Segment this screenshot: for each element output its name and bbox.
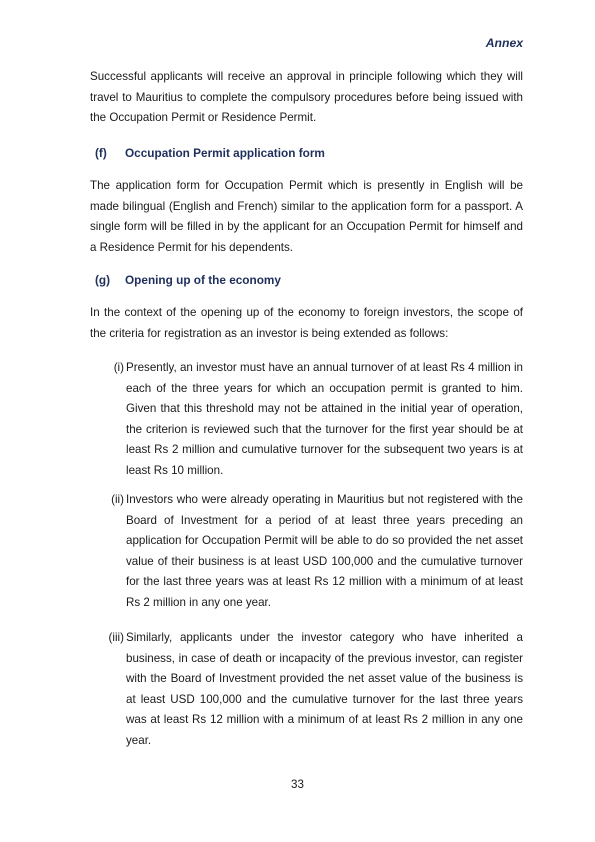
section-title: Occupation Permit application form: [125, 146, 325, 160]
list-item-text: Similarly, applicants under the investor category who have inherited a business, in case of death or incapacity of the previous investor, can register with the Board of Investment provided the net asset value of the business is at least USD 100,000 and the cumulative turnover for the last three years was at least Rs 12 million with a minimum of at least Rs 2 million in any one year.: [126, 631, 523, 747]
list-item: [96, 490, 523, 614]
opening-context-paragraph: In the context of the opening up of the economy to foreign investors, the scope of the criteria for registration as an investor is being extended as follows:: [90, 306, 523, 340]
page-number: 33: [291, 778, 304, 791]
section-title: Opening up of the economy: [125, 273, 281, 287]
list-item-number: (ii): [111, 493, 124, 506]
list-item-number: (i): [113, 361, 124, 374]
section-number: (f): [95, 146, 107, 160]
section-heading-g: [95, 273, 281, 287]
list-item: [96, 358, 523, 482]
annex-header: Annex: [485, 36, 523, 50]
list-item-text: Presently, an investor must have an annual turnover of at least Rs 4 million in each of the three years for which an occupation permit is granted to him. Given that this threshold may not be attained in the initial year of operation, the criterion is reviewed such that the turnover for the first year should be at least Rs 2 million and cumulative turnover for the subsequent two years is at least Rs 10 million.: [126, 361, 523, 477]
list-item: [96, 628, 523, 752]
application-form-paragraph: The application form for Occupation Permit which is presently in English will be made bilingual (English and French) similar to the application form for a passport. A single form will be filled in by the applicant for an Occupation Permit for himself and a Residence Permit for his dependents.: [90, 179, 523, 254]
list-item-text: Investors who were already operating in Mauritius but not registered with the Board of Investment for a period of at least three years preceding an application for Occupation Permit will be able to do so provided the net asset value of their business is at least USD 100,000 and the cumulative turnover for the last three years was at least Rs 12 million with a minimum of at least Rs 2 million in any one year.: [126, 493, 523, 609]
intro-paragraph: Successful applicants will receive an approval in principle following which they will travel to Mauritius to complete the compulsory procedures before being issued with the Occupation Permit or Residence Permit.: [90, 70, 523, 125]
section-number: (g): [95, 273, 111, 287]
list-item-number: (iii): [108, 631, 124, 644]
section-heading-f: [95, 146, 325, 160]
